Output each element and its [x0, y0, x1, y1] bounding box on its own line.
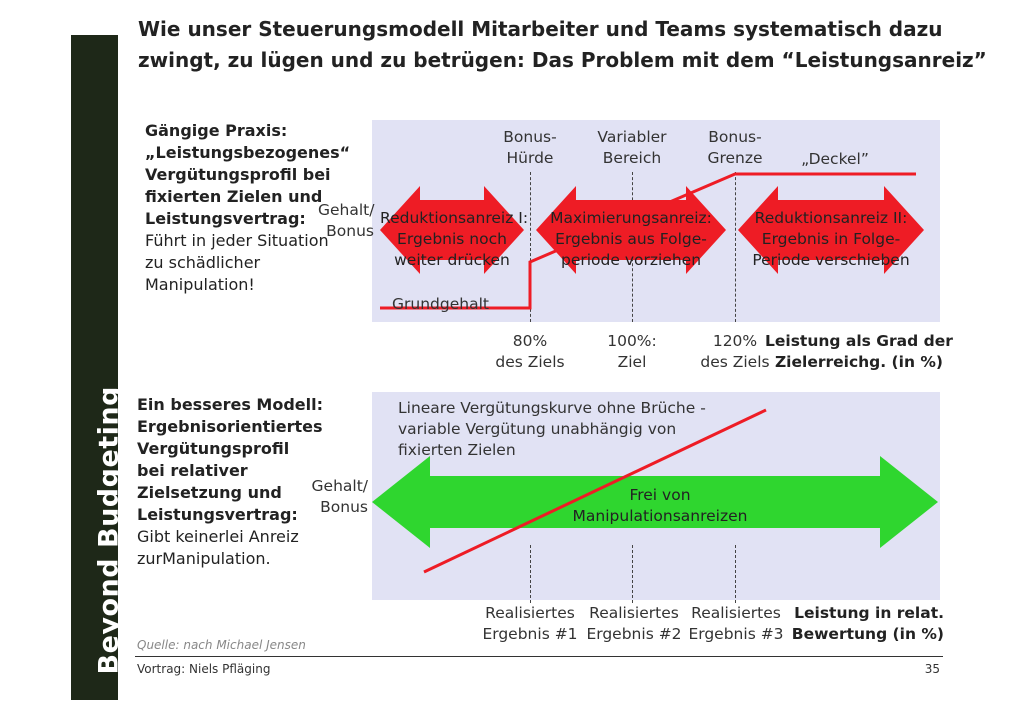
bottom-desc-line: Vergütungsprofil	[137, 439, 290, 458]
result-label-line: Realisiertes	[691, 604, 781, 622]
deckel-label: „Deckel”	[801, 150, 869, 168]
footer-divider	[135, 656, 943, 657]
bottom-x-axis-label	[790, 603, 944, 645]
arrow-text-reduction-1	[380, 208, 529, 271]
bottom-y-axis-label	[310, 476, 368, 518]
marker-top-line: Grenze	[707, 149, 763, 167]
top-desc-line: Vergütungsprofil bei	[145, 165, 331, 184]
result-label-line: Ergebnis #1	[482, 625, 578, 643]
marker-bottom-label-100	[592, 331, 672, 373]
curve-text-line: fixierten Zielen	[398, 441, 516, 459]
marker-top-line: Hürde	[506, 149, 554, 167]
arrow-text-line: Reduktionsanreiz I:	[380, 209, 529, 227]
sidebar-label: Beyond Budgeting	[93, 386, 124, 675]
top-desc-line: Leistungsvertrag:	[145, 209, 306, 228]
bottom-description	[137, 394, 323, 570]
marker-bottom-label-120	[695, 331, 775, 373]
result-label-3	[686, 603, 786, 645]
bottom-desc-line: zurManipulation.	[137, 549, 271, 568]
arrow-text-line: Ergebnis noch	[397, 230, 507, 248]
result-label-line: Ergebnis #3	[688, 625, 784, 643]
marker-top-line: Variabler	[597, 128, 667, 146]
bottom-y-label-line: Gehalt/	[311, 477, 368, 495]
marker-bottom-line: 100%:	[607, 332, 657, 350]
top-y-label-line: Bonus	[326, 222, 374, 240]
bottom-y-label-line: Bonus	[320, 498, 368, 516]
linear-curve-description	[398, 398, 706, 461]
result-label-line: Ergebnis #2	[586, 625, 682, 643]
marker-bottom-line: Ziel	[617, 353, 647, 371]
marker-bottom-label-80	[490, 331, 570, 373]
source-note: Quelle: nach Michael Jensen	[137, 638, 306, 652]
footer-presenter: Vortrag: Niels Pfläging	[137, 662, 271, 676]
arrow-text-maximization	[536, 208, 726, 271]
top-desc-line: zu schädlicher	[145, 253, 261, 272]
bottom-desc-line: Ein besseres Modell:	[137, 395, 323, 414]
top-x-label-line: Leistung als Grad der	[765, 332, 953, 350]
marker-line-result-2	[632, 545, 633, 603]
title-line-1: Wie unser Steuerungsmodell Mitarbeiter und Teams systematisch dazu	[138, 17, 943, 41]
top-y-label-line: Gehalt/	[318, 201, 375, 219]
top-desc-line: Manipulation!	[145, 275, 255, 294]
green-arrow-text-line: Frei von	[629, 486, 691, 504]
result-label-line: Realisiertes	[589, 604, 679, 622]
arrow-text-line: Reduktionsanreiz II:	[754, 209, 908, 227]
arrow-text-line: Maximierungsanreiz:	[550, 209, 712, 227]
title-line-2: zwingt, zu lügen und zu betrügen: Das Problem mit dem “Leistungsanreiz”	[138, 48, 987, 72]
arrow-text-line: weiter drücken	[394, 251, 510, 269]
bottom-x-label-line: Leistung in relat.	[794, 604, 944, 622]
result-label-1	[480, 603, 580, 645]
grundgehalt-label: Grundgehalt	[392, 295, 489, 313]
page-number: 35	[924, 662, 940, 676]
bottom-desc-line: Leistungsvertrag:	[137, 505, 298, 524]
green-arrow-text-line: Manipulationsanreizen	[572, 507, 748, 525]
bottom-desc-line: Gibt keinerlei Anreiz	[137, 527, 299, 546]
bottom-x-label-line: Bewertung (in %)	[791, 625, 944, 643]
curve-text-line: variable Vergütung unabhängig von	[398, 420, 677, 438]
result-label-2	[584, 603, 684, 645]
green-arrow-text	[560, 485, 760, 527]
arrow-text-reduction-2	[738, 208, 924, 271]
top-x-label-line: Zielerreichg. (in %)	[774, 353, 943, 371]
marker-bottom-line: 120%	[712, 332, 758, 350]
marker-top-line: Bonus-	[503, 128, 557, 146]
arrow-text-line: Ergebnis aus Folge-	[555, 230, 707, 248]
marker-top-line: Bereich	[602, 149, 662, 167]
arrow-text-line: Ergebnis in Folge-	[761, 230, 901, 248]
top-desc-line: Gängige Praxis:	[145, 121, 288, 140]
top-x-axis-label	[765, 331, 953, 373]
arrow-text-line: periode vorziehen	[560, 251, 702, 269]
arrow-text-line: Periode verschieben	[752, 251, 910, 269]
marker-bottom-line: des Ziels	[700, 353, 770, 371]
marker-bottom-line: des Ziels	[495, 353, 565, 371]
marker-line-result-1	[530, 545, 531, 603]
top-desc-line: fixierten Zielen und	[145, 187, 323, 206]
result-label-line: Realisiertes	[485, 604, 575, 622]
bottom-desc-line: bei relativer	[137, 461, 248, 480]
bottom-desc-line: Ergebnisorientiertes	[137, 417, 323, 436]
top-desc-line: „Leistungsbezogenes“	[145, 143, 351, 162]
bottom-desc-line: Zielsetzung und	[137, 483, 282, 502]
marker-line-result-3	[735, 545, 736, 603]
curve-text-line: Lineare Vergütungskurve ohne Brüche -	[398, 399, 706, 417]
marker-bottom-line: 80%	[512, 332, 548, 350]
marker-top-line: Bonus-	[708, 128, 762, 146]
top-desc-line: Führt in jeder Situation	[145, 231, 329, 250]
